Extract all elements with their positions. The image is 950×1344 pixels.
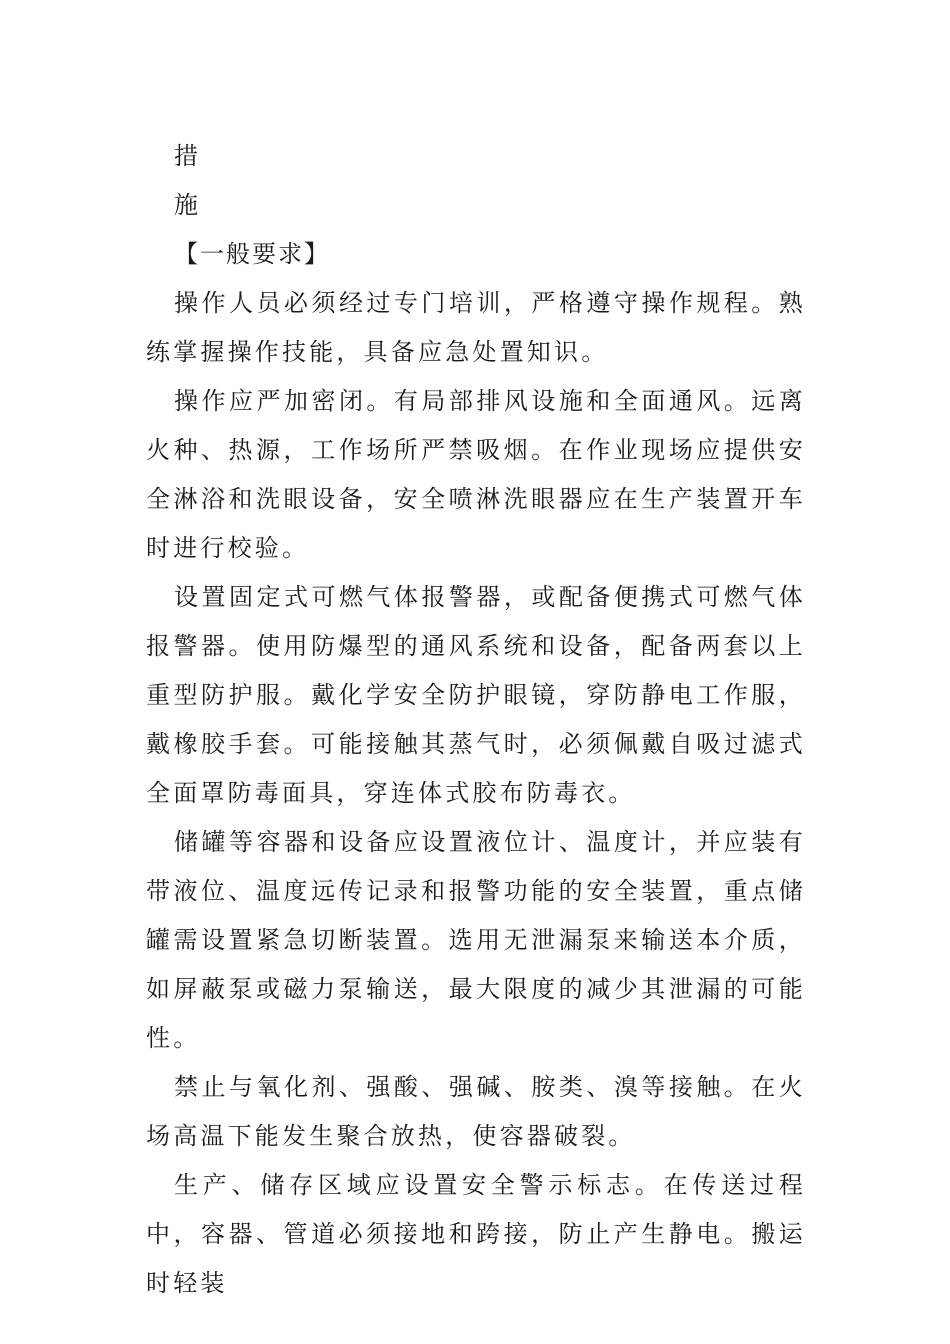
paragraph-incompatibility: 禁止与氧化剂、强酸、强碱、胺类、溴等接触。在火场高温下能发生聚合放热，使容器破裂。 — [146, 1073, 806, 1150]
paragraph-training: 操作人员必须经过专门培训，严格遵守操作规程。熟练掌握操作技能，具备应急处置知识。 — [146, 289, 806, 366]
paragraph-warning-signs: 生产、储存区域应设置安全警示标志。在传送过程中，容器、管道必须接地和跨接，防止产生静电。搬运时轻装 — [146, 1171, 806, 1297]
section-label: 【一般要求】 — [174, 240, 330, 268]
heading-char-1: 措 — [174, 142, 198, 170]
paragraph-storage: 储罐等容器和设备应设置液位计、温度计，并应装有带液位、温度远传记录和报警功能的安全装置，重点储罐需设置紧急切断装置。选用无泄漏泵来输送本介质，如屏蔽泵或磁力泵输送，最大限度的减少其泄漏的可能性。 — [146, 828, 806, 1052]
paragraph-operation: 操作应严加密闭。有局部排风设施和全面通风。远离火种、热源，工作场所严禁吸烟。在作业现场应提供安全淋浴和洗眼设备，安全喷淋洗眼器应在生产装置开车时进行校验。 — [146, 387, 806, 562]
document-page — [146, 132, 806, 1308]
heading-char-2: 施 — [174, 191, 198, 219]
paragraph-protection: 设置固定式可燃气体报警器，或配备便携式可燃气体报警器。使用防爆型的通风系统和设备，配备两套以上重型防护服。戴化学安全防护眼镜，穿防静电工作服，戴橡胶手套。可能接触其蒸气时，必须佩戴自吸过滤式全面罩防毒面具，穿连体式胶布防毒衣。 — [146, 583, 806, 807]
